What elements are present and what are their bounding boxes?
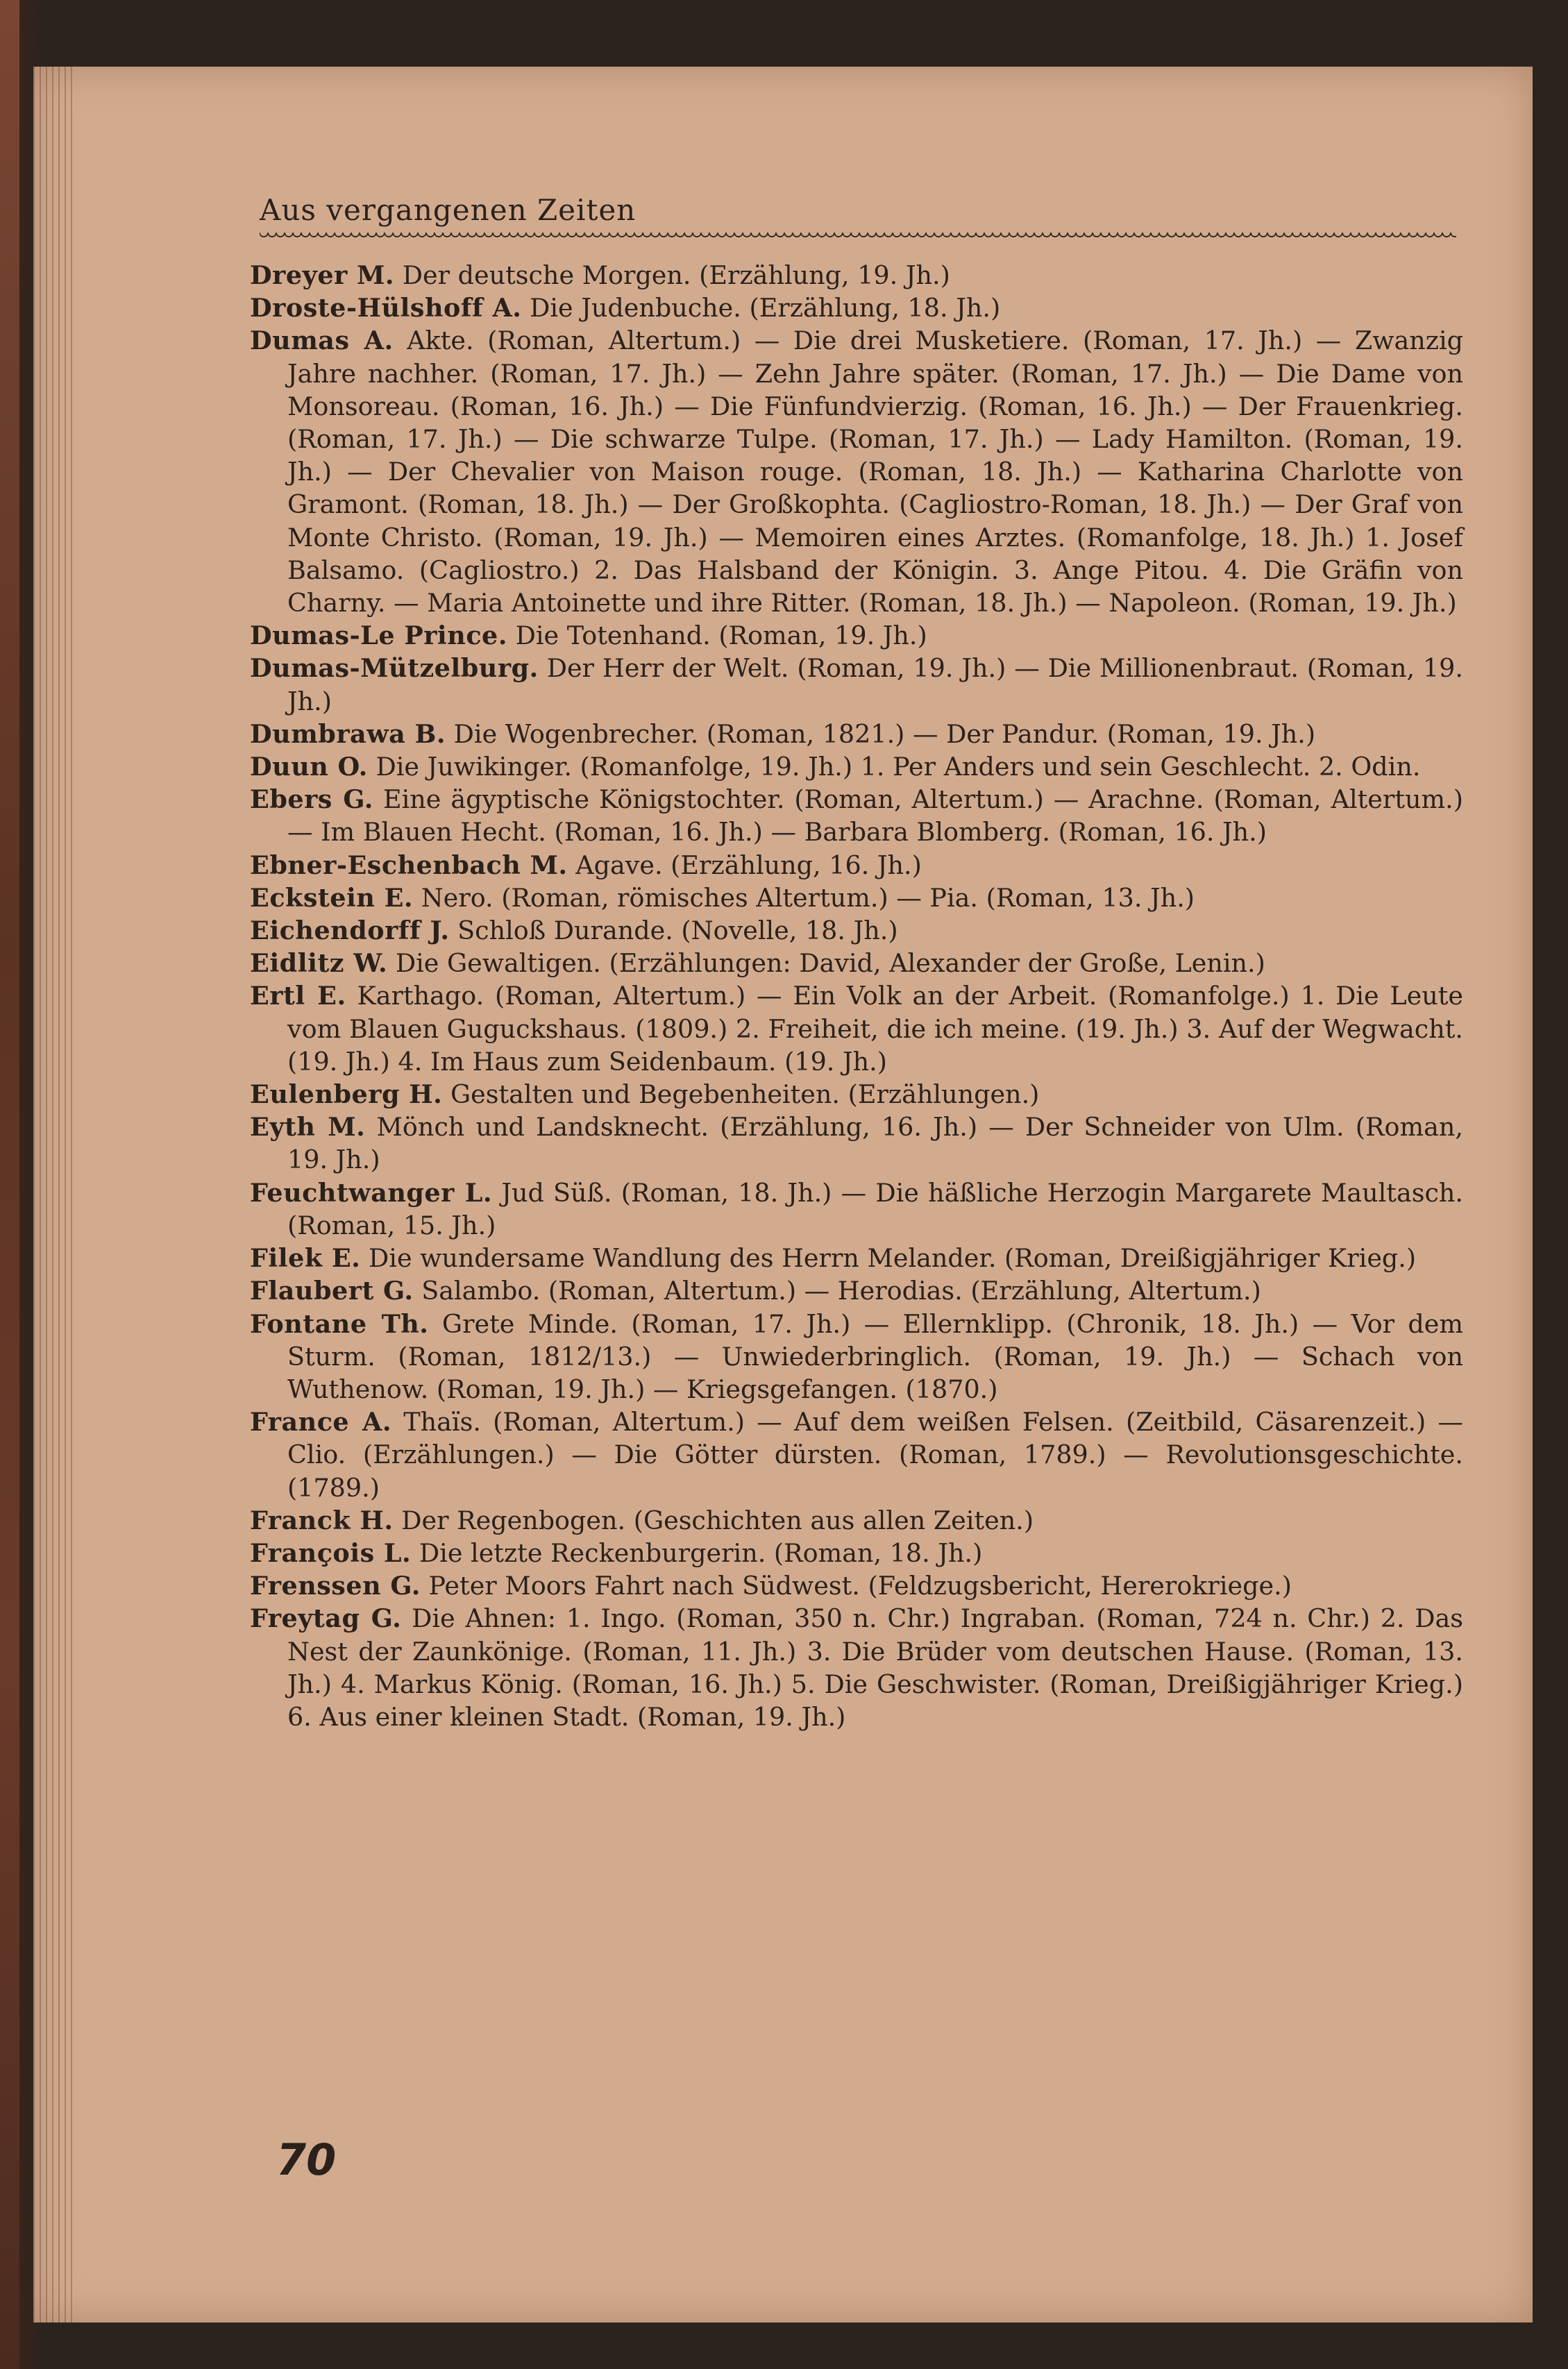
entry-author: Dumas-Le Prince.: [250, 621, 507, 651]
entry-author: Dreyer M.: [250, 260, 395, 290]
entry-text: Mönch und Landsknecht. (Erzählung, 16. Jh.) — Der Schneider von Ulm. (Roman, 19. Jh.): [287, 1112, 1463, 1175]
entry-text: Peter Moors Fahrt nach Südwest. (Feldzugsbericht, Hererokriege.): [428, 1571, 1292, 1601]
entry-author: Eidlitz W.: [250, 948, 388, 979]
list-item: [250, 619, 1463, 652]
entry-author: Frenssen G.: [250, 1571, 421, 1601]
entry-text: Salambo. (Roman, Altertum.) — Herodias. (Erzählung, Altertum.): [421, 1276, 1261, 1306]
entry-text: Die Gewaltigen. (Erzählungen: David, Alexander der Große, Lenin.): [395, 948, 1265, 979]
entry-author: Eckstein E.: [250, 882, 414, 913]
entry-list: [250, 259, 1463, 1733]
list-item: [250, 259, 1463, 292]
entry-text: Gestalten und Begebenheiten. (Erzählungen.): [450, 1079, 1040, 1110]
list-item: [250, 1602, 1463, 1733]
entry-author: Duun O.: [250, 752, 368, 782]
entry-author: Dumas A.: [250, 326, 394, 356]
entry-author: Eichendorff J.: [250, 916, 450, 946]
entry-author: Freytag G.: [250, 1603, 402, 1634]
entry-text: Die Judenbuche. (Erzählung, 18. Jh.): [530, 293, 1001, 323]
entry-text: Agave. (Erzählung, 16. Jh.): [575, 850, 922, 880]
list-item: [250, 783, 1463, 848]
entry-author: Eulenberg H.: [250, 1079, 443, 1110]
entry-text: Die Totenhand. (Roman, 19. Jh.): [515, 621, 927, 651]
entry-author: Filek E.: [250, 1243, 361, 1274]
entry-author: Eyth M.: [250, 1112, 366, 1143]
entry-author: Feuchtwanger L.: [250, 1177, 493, 1208]
entry-text: Jud Süß. (Roman, 18. Jh.) — Die häßliche Herzogin Margarete Maultasch. (Roman, 15. Jh.): [287, 1177, 1464, 1240]
entry-text: Die letzte Reckenburgerin. (Roman, 18. Jh.): [419, 1537, 983, 1568]
entry-text: Die wundersame Wandlung des Herrn Melander. (Roman, Dreißigjähriger Krieg.): [369, 1243, 1417, 1274]
list-item: [250, 1274, 1463, 1307]
list-item: [250, 652, 1463, 717]
entry-text: Akte. (Roman, Altertum.) — Die drei Musketiere. (Roman, 17. Jh.) — Zwanzig Jahre nachher. (Roman, 17. Jh.) — Zehn Jahre später. (Roman, 17. Jh.) — Die Dame von Monsoreau. (Roman, 16. Jh.) — Die Fünfundvierzig. (Roman, 16. Jh.) — Der Frauenkrieg. (Roman, 17. Jh.) — Die schwarze Tulpe. (Roman, 17. Jh.) — Lady Hamilton. (Roman, 19. Jh.) — Der Chevalier von Maison rouge. (Roman, 18. Jh.) — Katharina Charlotte von Gramont. (Roman, 18. Jh.) — Der Großkophta. (Cagliostro-Roman, 18. Jh.) — Der Graf von Monte Christo. (Roman, 19. Jh.) — Memoiren eines Arztes. (Romanfolge, 18. Jh.) 1. Josef Balsamo. (Cagliostro.) 2. Das Halsband der Königin. 3. Ange Pitou. 4. Die Gräfin von Charny. — Maria Antoinette und ihre Ritter. (Roman, 18. Jh.) — Napoleon. (Roman, 19. Jh.): [287, 326, 1463, 618]
entry-author: François L.: [250, 1537, 412, 1568]
entry-text: Eine ägyptische Königstochter. (Roman, Altertum.) — Arachne. (Roman, Altertum.) — Im Blauen Hecht. (Roman, 16. Jh.) — Barbara Blomberg. (Roman, 16. Jh.): [287, 784, 1463, 848]
entry-text: Nero. (Roman, römisches Altertum.) — Pia. (Roman, 13. Jh.): [421, 882, 1195, 913]
entry-text: Die Juwikinger. (Romanfolge, 19. Jh.) 1. Per Anders und sein Geschlecht. 2. Odin.: [376, 752, 1421, 782]
list-item: [250, 292, 1463, 324]
entry-author: Dumas-Mützelburg.: [250, 653, 539, 684]
entry-author: Flaubert G.: [250, 1276, 414, 1306]
entry-text: Karthago. (Roman, Altertum.) — Ein Volk an der Arbeit. (Romanfolge.) 1. Die Leute vom Blauen Guguckshaus. (1809.) 2. Freiheit, die ich meine. (19. Jh.) 3. Auf der Wegwacht. (19. Jh.) 4. Im Haus zum Seidenbaum. (19. Jh.): [287, 981, 1464, 1077]
list-item: [250, 1537, 1463, 1569]
entry-author: Franck H.: [250, 1505, 394, 1535]
list-item: [250, 750, 1463, 783]
list-item: [250, 1569, 1463, 1602]
entry-text: Der Regenbogen. (Geschichten aus allen Zeiten.): [401, 1505, 1034, 1535]
entry-author: Dumbrawa B.: [250, 718, 446, 749]
list-item: [250, 1078, 1463, 1111]
book-binding-edge: [0, 0, 19, 2369]
wavy-rule-divider: [260, 231, 1456, 241]
entry-author: Ebner-Eschenbach M.: [250, 850, 568, 880]
entry-text: Der Herr der Welt. (Roman, 19. Jh.) — Die Millionenbraut. (Roman, 19. Jh.): [287, 653, 1463, 716]
entry-text: Thaïs. (Roman, Altertum.) — Auf dem weißen Felsen. (Zeitbild, Cäsarenzeit.) — Clio. (Erzählungen.) — Die Götter dürsten. (Roman, 1789.) — Revolutionsgeschichte. (1789.): [287, 1407, 1463, 1503]
list-item: [250, 849, 1463, 882]
entry-author: France A.: [250, 1407, 392, 1438]
list-item: [250, 1111, 1463, 1176]
list-item: [250, 947, 1463, 979]
entry-text: Schloß Durande. (Novelle, 18. Jh.): [457, 916, 898, 946]
list-item: [250, 1406, 1463, 1504]
page-stack-edge: [33, 67, 75, 2322]
entry-text: Grete Minde. (Roman, 17. Jh.) — Ellernklipp. (Chronik, 18. Jh.) — Vor dem Sturm. (Roman, 1812/13.) — Unwiederbringlich. (Roman, 19. Jh.) — Schach von Wuthenow. (Roman, 19. Jh.) — Kriegsgefangen. (1870.): [287, 1308, 1464, 1404]
list-item: [250, 914, 1463, 947]
entry-text: Die Ahnen: 1. Ingo. (Roman, 350 n. Chr.) Ingraban. (Roman, 724 n. Chr.) 2. Das Nest der Zaunkönige. (Roman, 11. Jh.) 3. Die Brüder vom deutschen Hause. (Roman, 13. Jh.) 4. Markus König. (Roman, 16. Jh.) 5. Die Geschwister. (Roman, Dreißigjähriger Krieg.) 6. Aus einer kleinen Stadt. (Roman, 19. Jh.): [287, 1603, 1464, 1732]
list-item: [250, 1177, 1463, 1242]
entry-text: Die Wogenbrecher. (Roman, 1821.) — Der Pandur. (Roman, 19. Jh.): [453, 718, 1316, 749]
list-item: [250, 1242, 1463, 1274]
list-item: [250, 1504, 1463, 1537]
list-item: [250, 1308, 1463, 1406]
entry-text: Der deutsche Morgen. (Erzählung, 19. Jh.): [402, 260, 950, 290]
list-item: [250, 718, 1463, 750]
list-item: [250, 882, 1463, 914]
list-item: [250, 979, 1463, 1078]
list-item: [250, 324, 1463, 619]
entry-author: Droste-Hülshoff A.: [250, 293, 522, 323]
entry-author: Ebers G.: [250, 784, 373, 815]
page-number: 70: [276, 2134, 337, 2185]
running-head: Aus vergangenen Zeiten: [260, 193, 637, 227]
entry-author: Ertl E.: [250, 981, 346, 1011]
entry-author: Fontane Th.: [250, 1308, 429, 1339]
page-content: [250, 193, 1463, 1733]
